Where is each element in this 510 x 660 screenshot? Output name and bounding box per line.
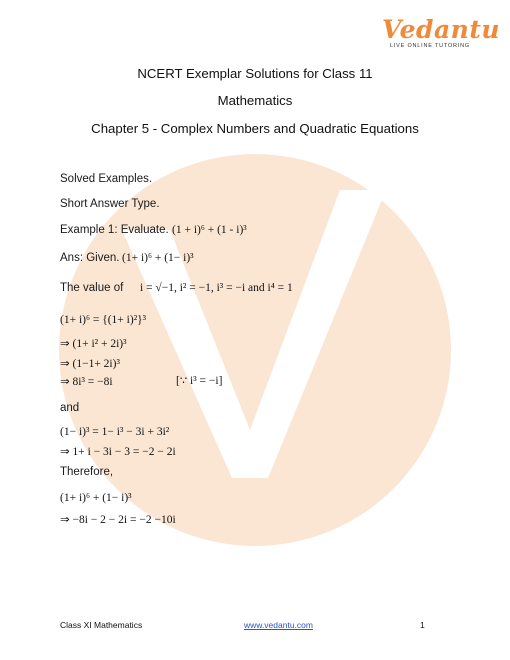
- doc-chapter: Chapter 5 - Complex Numbers and Quadratic Equations: [91, 121, 419, 136]
- footer-website-link[interactable]: www.vedantu.com: [244, 620, 313, 630]
- vedantu-logo: [382, 15, 501, 49]
- therefore-word: Therefore,: [60, 466, 114, 478]
- logo-tagline: LIVE ONLINE TUTORING: [390, 43, 470, 49]
- short-answer-heading: Short Answer Type.: [60, 198, 160, 210]
- step-4-note: [∵ i³ = −i]: [176, 375, 223, 387]
- example-label: Example 1: Evaluate.: [60, 224, 169, 236]
- value-expression: i = √−1, i² = −1, i³ = −i and i⁴ = 1: [140, 282, 293, 294]
- step-1: (1+ i)⁶ = {(1+ i)²}³: [60, 314, 147, 326]
- example-expression: (1 + i)⁶ + (1 - i)³: [172, 224, 247, 236]
- step-8: ⇒ −8i − 2 − 2i = −2 −10i: [60, 514, 176, 526]
- footer-class-label: Class XI Mathematics: [60, 620, 143, 630]
- value-label: The value of: [60, 282, 124, 294]
- footer-link-wrap: [244, 620, 313, 630]
- doc-title: NCERT Exemplar Solutions for Class 11: [137, 66, 373, 81]
- step-5: (1− i)³ = 1− i³ − 3i + 3i²: [60, 426, 170, 438]
- step-6: ⇒ 1+ i − 3i − 3 = −2 − 2i: [60, 446, 176, 458]
- step-4: ⇒ 8i³ = −8i: [60, 376, 113, 388]
- logo-wordmark: Vedantu: [382, 15, 501, 44]
- doc-subject: Mathematics: [217, 93, 293, 108]
- solved-examples-heading: Solved Examples.: [60, 173, 153, 185]
- step-2: ⇒ (1+ i² + 2i)³: [60, 338, 127, 350]
- step-3: ⇒ (1−1+ 2i)³: [60, 358, 120, 370]
- answer-expression: (1+ i)⁶ + (1− i)³: [122, 252, 194, 264]
- and-word: and: [60, 402, 80, 414]
- answer-label: Ans: Given.: [60, 252, 120, 264]
- page-number: 1: [420, 620, 425, 630]
- step-7: (1+ i)⁶ + (1− i)³: [60, 492, 132, 504]
